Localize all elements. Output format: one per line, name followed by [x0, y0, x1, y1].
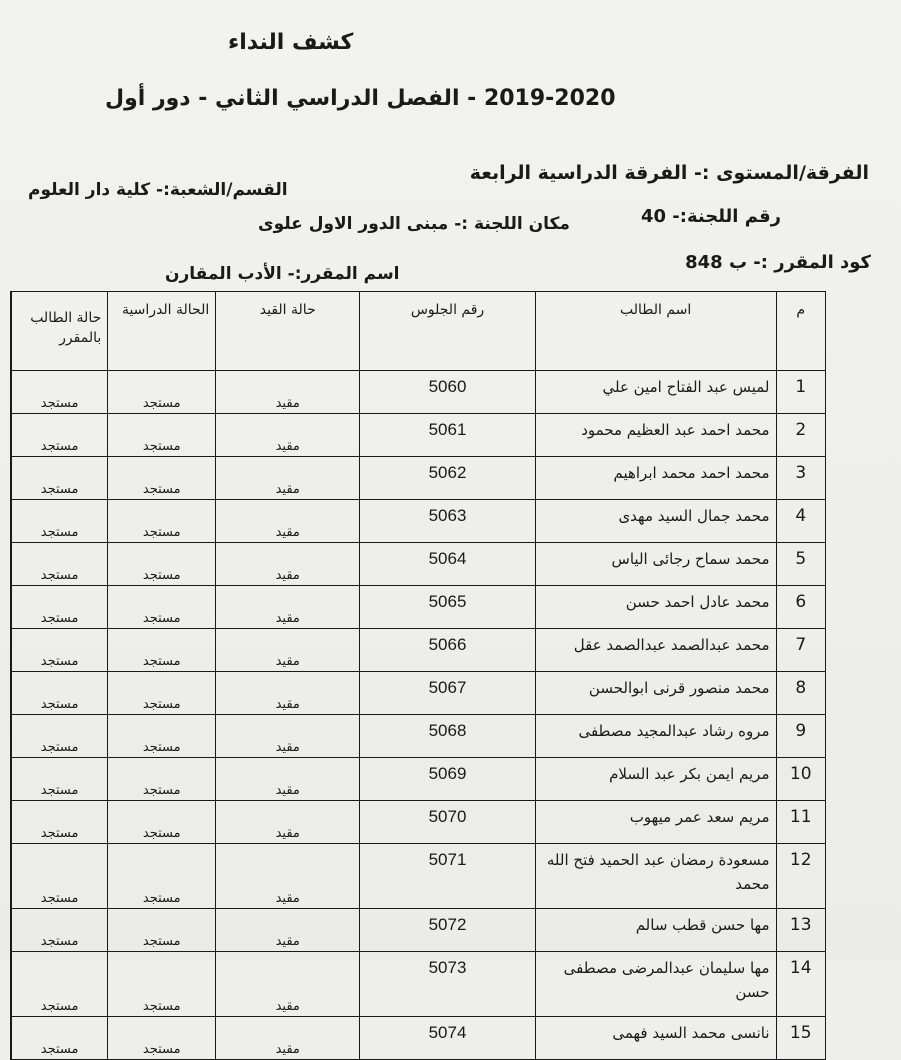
registration-status: مقيد [216, 909, 360, 952]
course-status: مستجد [11, 758, 108, 801]
study-status: مستجد [108, 586, 216, 629]
course-status: مستجد [11, 1017, 108, 1060]
seat-number: 5071 [360, 844, 536, 909]
seat-number: 5064 [360, 543, 536, 586]
row-number: 11 [776, 801, 826, 844]
study-status: مستجد [108, 414, 216, 457]
row-number: 5 [776, 543, 826, 586]
student-name: محمد احمد محمد ابراهيم [535, 457, 776, 500]
student-name: محمد سماح رجائى الياس [535, 543, 776, 586]
seat-number: 5067 [360, 672, 536, 715]
course-status: مستجد [11, 586, 108, 629]
attendance-table [10, 291, 826, 1060]
study-status: مستجد [108, 457, 216, 500]
row-number: 2 [776, 414, 826, 457]
study-status: مستجد [108, 500, 216, 543]
committee-place-label: مكان اللجنة :- مبنى الدور الاول علوى [258, 214, 570, 234]
table-row [11, 758, 826, 801]
row-number: 7 [776, 629, 826, 672]
student-name: مريم سعد عمر ميهوب [535, 801, 776, 844]
header-registration: حالة القيد [216, 292, 360, 371]
course-status: مستجد [11, 500, 108, 543]
seat-number: 5063 [360, 500, 536, 543]
table-row [11, 672, 826, 715]
table-row [11, 909, 826, 952]
student-name: لميس عبد الفتاح امين علي [535, 371, 776, 414]
course-status: مستجد [11, 952, 108, 1017]
student-name: محمد احمد عبد العظيم محمود [535, 414, 776, 457]
registration-status: مقيد [216, 414, 360, 457]
student-name: مها حسن قطب سالم [535, 909, 776, 952]
department-label: القسم/الشعبة:- كلية دار العلوم [28, 180, 288, 200]
student-name: محمد عبدالصمد عبدالصمد عقل [535, 629, 776, 672]
registration-status: مقيد [216, 629, 360, 672]
table-header-row [11, 292, 826, 371]
row-number: 3 [776, 457, 826, 500]
course-status: مستجد [11, 543, 108, 586]
course-status: مستجد [11, 801, 108, 844]
student-name: محمد جمال السيد مهدى [535, 500, 776, 543]
registration-status: مقيد [216, 758, 360, 801]
registration-status: مقيد [216, 672, 360, 715]
student-name: مريم ايمن بكر عبد السلام [535, 758, 776, 801]
student-name: نانسى محمد السيد فهمى [535, 1017, 776, 1060]
header-name: اسم الطالب [535, 292, 776, 371]
student-name: محمد عادل احمد حسن [535, 586, 776, 629]
page-subtitle: 2019-2020 - الفصل الدراسي الثاني - دور أول [105, 86, 616, 111]
registration-status: مقيد [216, 801, 360, 844]
student-name: مها سليمان عبدالمرضى مصطفى حسن [535, 952, 776, 1017]
student-name: مروه رشاد عبدالمجيد مصطفى [535, 715, 776, 758]
course-status: مستجد [11, 909, 108, 952]
row-number: 1 [776, 371, 826, 414]
study-status: مستجد [108, 672, 216, 715]
course-code-label: كود المقرر :- ب 848 [685, 252, 871, 273]
table-row [11, 414, 826, 457]
seat-number: 5062 [360, 457, 536, 500]
seat-number: 5072 [360, 909, 536, 952]
seat-number: 5070 [360, 801, 536, 844]
table-row [11, 543, 826, 586]
table-row [11, 801, 826, 844]
course-status: مستجد [11, 672, 108, 715]
study-status: مستجد [108, 909, 216, 952]
table-row [11, 371, 826, 414]
study-status: مستجد [108, 844, 216, 909]
row-number: 8 [776, 672, 826, 715]
seat-number: 5068 [360, 715, 536, 758]
row-number: 9 [776, 715, 826, 758]
table-row [11, 629, 826, 672]
table-row [11, 1017, 826, 1060]
course-status: مستجد [11, 715, 108, 758]
row-number: 6 [776, 586, 826, 629]
course-status: مستجد [11, 457, 108, 500]
course-status: مستجد [11, 844, 108, 909]
registration-status: مقيد [216, 844, 360, 909]
table-row [11, 586, 826, 629]
seat-number: 5061 [360, 414, 536, 457]
header-num: م [776, 292, 826, 371]
study-status: مستجد [108, 758, 216, 801]
registration-status: مقيد [216, 371, 360, 414]
row-number: 13 [776, 909, 826, 952]
course-status: مستجد [11, 414, 108, 457]
row-number: 12 [776, 844, 826, 909]
seat-number: 5069 [360, 758, 536, 801]
table-row [11, 844, 826, 909]
level-label: الفرقة/المستوى :- الفرقة الدراسية الرابعة [469, 162, 869, 184]
header-seat: رقم الجلوس [360, 292, 536, 371]
registration-status: مقيد [216, 952, 360, 1017]
study-status: مستجد [108, 715, 216, 758]
study-status: مستجد [108, 801, 216, 844]
table-row [11, 715, 826, 758]
header-course-status: حالة الطالب بالمقرر [11, 292, 108, 371]
header-study: الحالة الدراسية [108, 292, 216, 371]
registration-status: مقيد [216, 1017, 360, 1060]
table-row [11, 500, 826, 543]
page-title: كشف النداء [228, 30, 354, 55]
student-name: مسعودة رمضان عبد الحميد فتح الله محمد [535, 844, 776, 909]
registration-status: مقيد [216, 500, 360, 543]
course-name-label: اسم المقرر:- الأدب المقارن [165, 264, 400, 284]
course-status: مستجد [11, 371, 108, 414]
seat-number: 5060 [360, 371, 536, 414]
row-number: 10 [776, 758, 826, 801]
seat-number: 5066 [360, 629, 536, 672]
study-status: مستجد [108, 543, 216, 586]
registration-status: مقيد [216, 586, 360, 629]
registration-status: مقيد [216, 543, 360, 586]
seat-number: 5073 [360, 952, 536, 1017]
registration-status: مقيد [216, 457, 360, 500]
row-number: 4 [776, 500, 826, 543]
study-status: مستجد [108, 371, 216, 414]
student-name: محمد منصور قرنى ابوالحسن [535, 672, 776, 715]
course-status: مستجد [11, 629, 108, 672]
row-number: 15 [776, 1017, 826, 1060]
table-row [11, 952, 826, 1017]
seat-number: 5074 [360, 1017, 536, 1060]
study-status: مستجد [108, 629, 216, 672]
registration-status: مقيد [216, 715, 360, 758]
study-status: مستجد [108, 1017, 216, 1060]
row-number: 14 [776, 952, 826, 1017]
seat-number: 5065 [360, 586, 536, 629]
committee-number-label: رقم اللجنة:- 40 [640, 206, 781, 227]
study-status: مستجد [108, 952, 216, 1017]
table-row [11, 457, 826, 500]
